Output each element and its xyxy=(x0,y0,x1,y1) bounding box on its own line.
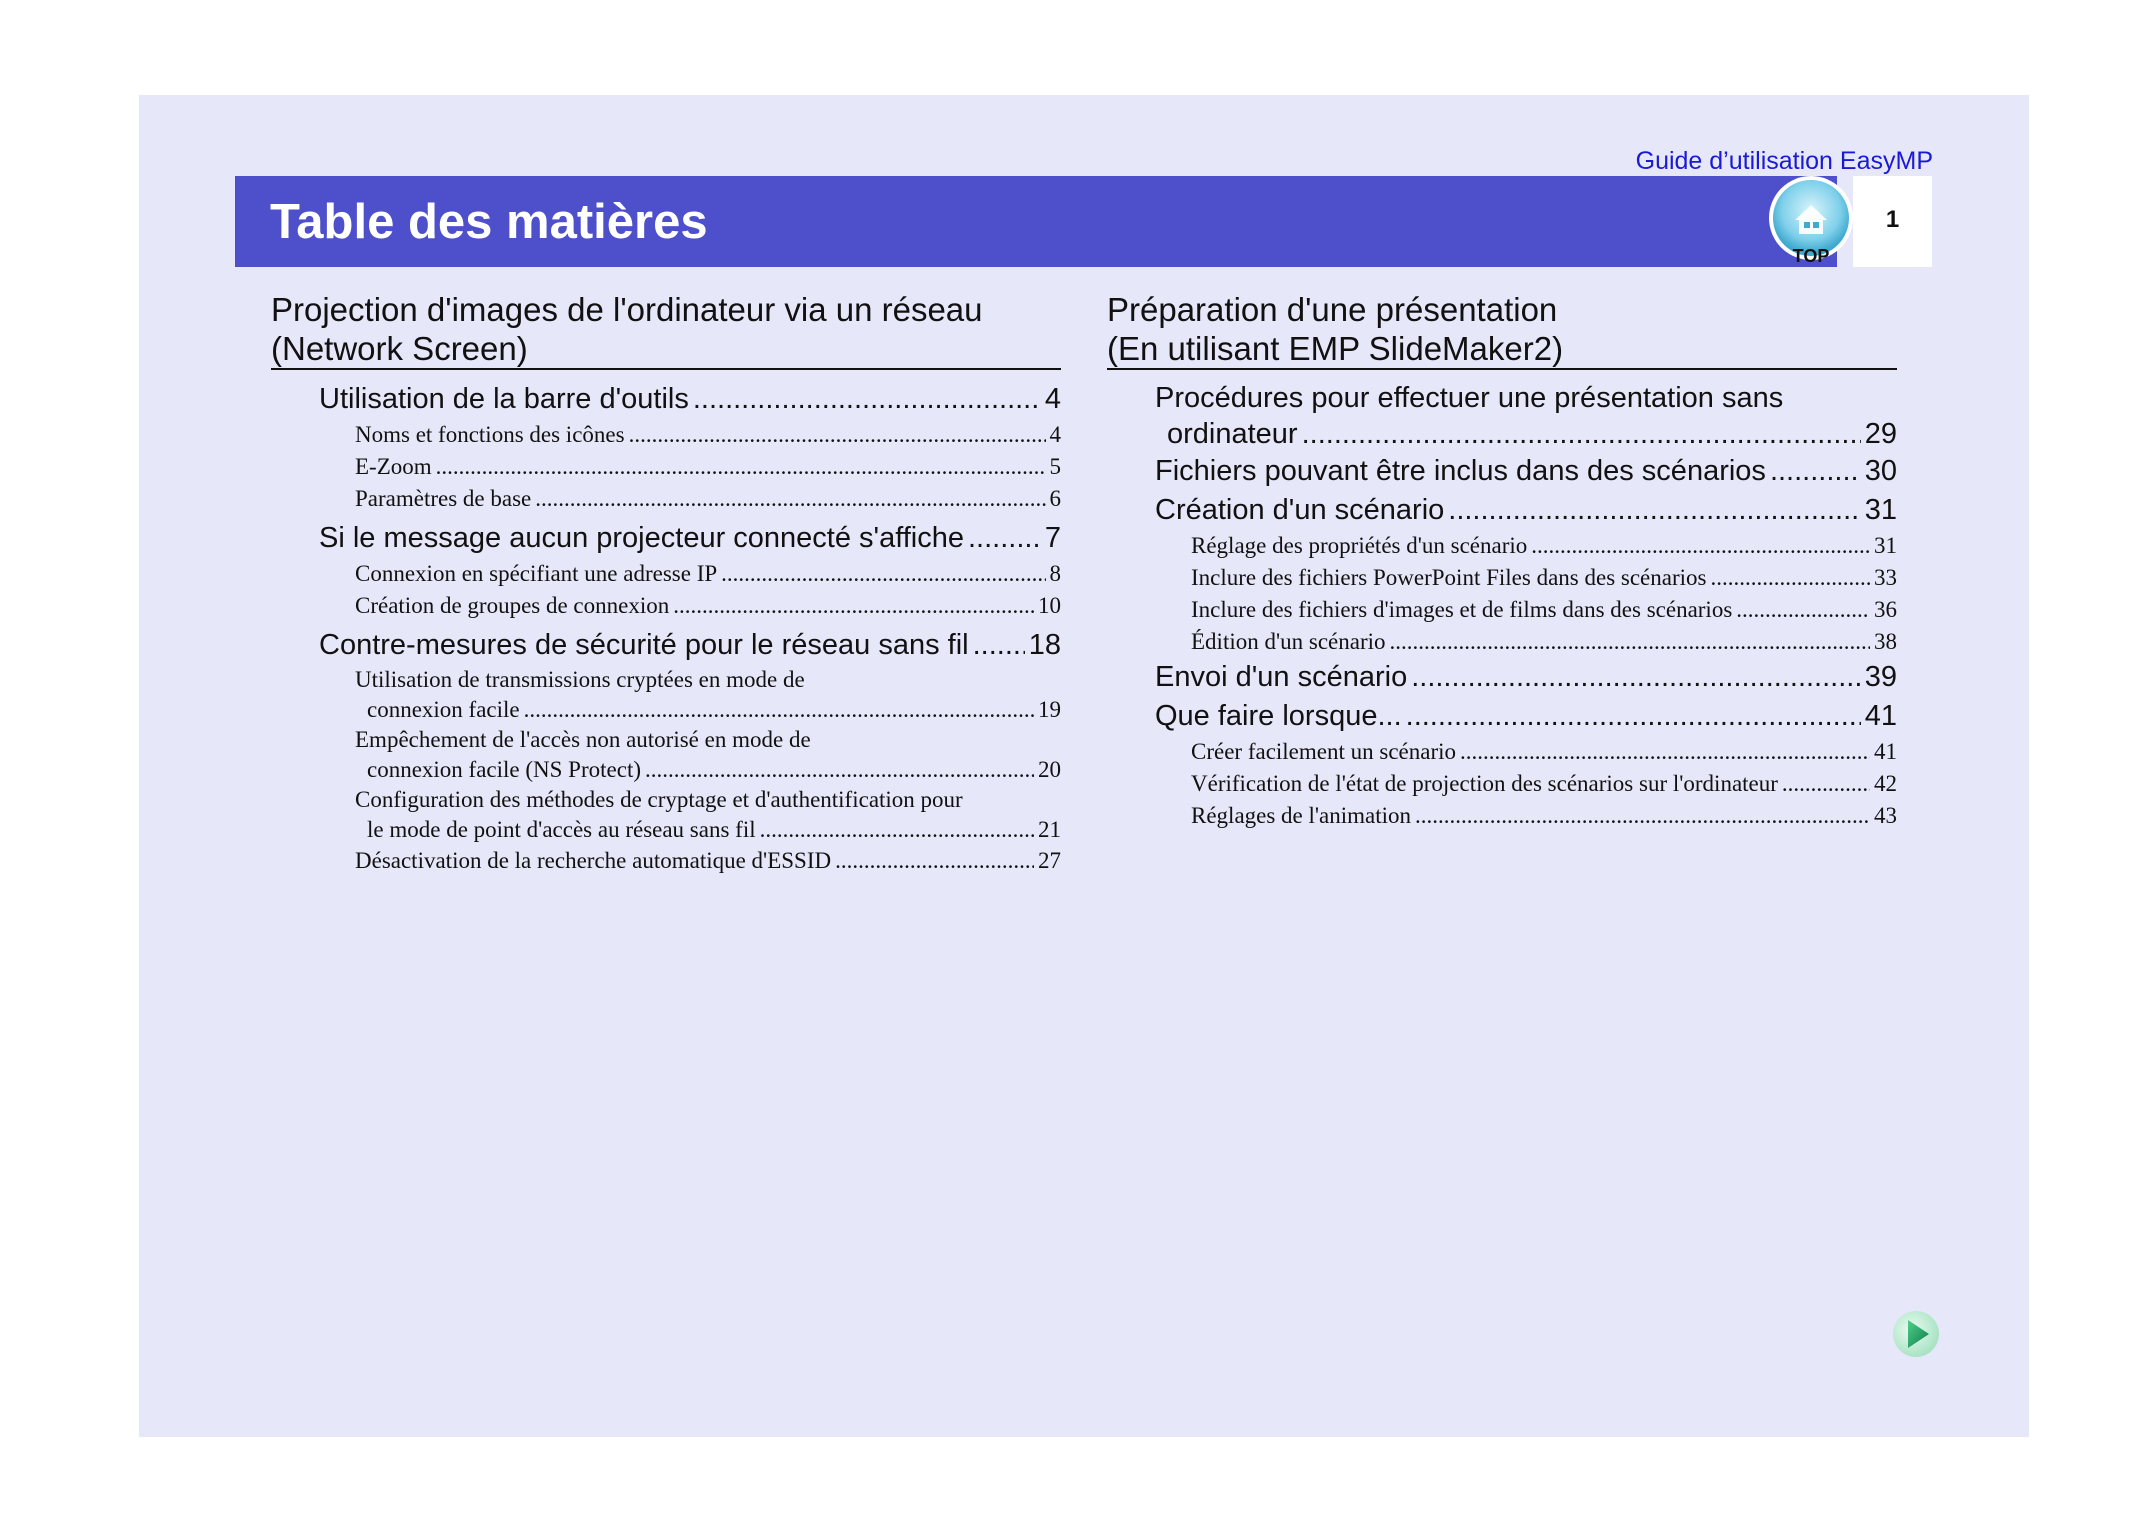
toc-entry-level1[interactable] xyxy=(1155,452,1897,491)
toc-entry-level2[interactable] xyxy=(355,419,1061,451)
toc-entry-level2[interactable] xyxy=(355,665,1061,725)
toc-entry-page: 43 xyxy=(1874,803,1897,828)
toc-entry-page: 4 xyxy=(1044,383,1061,415)
toc-entry-text-line2: connexion facile xyxy=(367,697,520,722)
toc-entry-level2[interactable] xyxy=(355,558,1061,590)
toc-entry-level2[interactable] xyxy=(355,451,1061,483)
section-title xyxy=(1107,290,1897,370)
toc-entry-level1[interactable] xyxy=(1155,380,1897,452)
toc-column-left xyxy=(271,290,1061,877)
toc-entry-page: 4 xyxy=(1049,422,1061,447)
toc-entry-text: Envoi d'un scénario xyxy=(1155,661,1408,693)
toc-entry-text-line1: Utilisation de transmissions cryptées en mode de xyxy=(355,667,805,692)
toc-entry-text-line2: ordinateur xyxy=(1167,418,1298,450)
next-arrow-icon xyxy=(1891,1309,1941,1359)
toc-entry-page: 7 xyxy=(1044,522,1061,554)
toc-entry-page: 6 xyxy=(1049,486,1061,511)
toc-entry-level2[interactable] xyxy=(1191,800,1897,832)
toc-entry-level1[interactable] xyxy=(1155,697,1897,736)
toc-entry-level2[interactable] xyxy=(355,590,1061,622)
toc-entry-level1[interactable] xyxy=(319,626,1061,665)
toc-entry-page: 33 xyxy=(1874,565,1897,590)
toc-entry-page: 42 xyxy=(1874,771,1897,796)
toc-entry-text: E-Zoom xyxy=(355,454,432,479)
toc-entry-text: Si le message aucun projecteur connecté s'affiche xyxy=(319,522,964,554)
toc-entry-text: Créer facilement un scénario xyxy=(1191,739,1457,764)
toc-entry-level2[interactable] xyxy=(355,725,1061,785)
toc-entry-page: 31 xyxy=(1874,533,1897,558)
guide-title: Guide d’utilisation EasyMP xyxy=(1635,147,1933,175)
toc-entry-text: Que faire lorsque... xyxy=(1155,700,1402,732)
toc-entry-level1[interactable] xyxy=(1155,658,1897,697)
page xyxy=(139,95,2029,1437)
toc-entry-text: Inclure des fichiers PowerPoint Files dans des scénarios xyxy=(1191,565,1707,590)
toc-entry-page: 38 xyxy=(1874,629,1897,654)
toc-entry-level2[interactable] xyxy=(1191,530,1897,562)
toc-entry-level2[interactable] xyxy=(1191,768,1897,800)
toc-entry-text: Réglages de l'animation xyxy=(1191,803,1412,828)
toc-entry-page: 39 xyxy=(1864,661,1897,693)
toc-entry-level1[interactable] xyxy=(1155,491,1897,530)
header-bar xyxy=(235,176,1837,267)
toc-entry-text: Utilisation de la barre d'outils xyxy=(319,383,689,415)
section-title-line2: (Network Screen) xyxy=(271,330,528,367)
toc-entry-level2[interactable] xyxy=(355,483,1061,515)
toc-entry-text-line2: connexion facile (NS Protect) xyxy=(367,757,641,782)
toc-entry-page: 31 xyxy=(1864,494,1897,526)
toc-entry-page: 10 xyxy=(1038,593,1061,618)
page-number-box xyxy=(1853,176,1932,267)
section-title xyxy=(271,290,1061,370)
toc-entry-text: Désactivation de la recherche automatique d'ESSID xyxy=(355,848,832,873)
toc-entry-level2[interactable] xyxy=(1191,626,1897,658)
toc-entries xyxy=(1107,380,1897,832)
toc-entry-level2[interactable] xyxy=(355,785,1061,845)
home-top-icon xyxy=(1767,174,1855,266)
toc-entry-text: Inclure des fichiers d'images et de films dans des scénarios xyxy=(1191,597,1733,622)
toc-entry-level1[interactable] xyxy=(319,380,1061,419)
top-button[interactable] xyxy=(1767,174,1855,266)
section-title-line1: Projection d'images de l'ordinateur via un réseau xyxy=(271,291,983,328)
toc-entry-text: Paramètres de base xyxy=(355,486,532,511)
toc-entry-page: 30 xyxy=(1864,455,1897,487)
toc-entry-level2[interactable] xyxy=(1191,736,1897,768)
toc-entry-text: Vérification de l'état de projection des scénarios sur l'ordinateur xyxy=(1191,771,1778,796)
toc-entry-text: Réglage des propriétés d'un scénario xyxy=(1191,533,1528,558)
toc-entry-page: 20 xyxy=(1038,757,1061,782)
toc-entry-page: 8 xyxy=(1049,561,1061,586)
section-title-line2: (En utilisant EMP SlideMaker2) xyxy=(1107,330,1564,367)
toc-entry-text: Édition d'un scénario xyxy=(1191,629,1386,654)
toc-entry-page: 21 xyxy=(1038,817,1061,842)
toc-entry-page: 5 xyxy=(1049,454,1061,479)
toc-entry-page: 18 xyxy=(1028,629,1061,661)
toc-entry-level1[interactable] xyxy=(319,519,1061,558)
toc-column-right xyxy=(1107,290,1897,832)
toc-entry-text: Contre-mesures de sécurité pour le réseau sans fil xyxy=(319,629,969,661)
toc-entry-text: Fichiers pouvant être inclus dans des scénarios xyxy=(1155,455,1766,487)
toc-entry-page: 36 xyxy=(1874,597,1897,622)
toc-entry-text: Création de groupes de connexion xyxy=(355,593,670,618)
toc-entry-text-line1: Procédures pour effectuer une présentation sans xyxy=(1155,382,1784,414)
toc-entry-level2[interactable] xyxy=(1191,562,1897,594)
toc-entry-page: 41 xyxy=(1864,700,1897,732)
next-page-button[interactable] xyxy=(1891,1309,1941,1359)
toc-entry-text-line1: Configuration des méthodes de cryptage et d'authentification pour xyxy=(355,787,963,812)
page-number: 1 xyxy=(1885,206,1900,233)
toc-entry-text: Noms et fonctions des icônes xyxy=(355,422,625,447)
section-title-line1: Préparation d'une présentation xyxy=(1107,291,1558,328)
toc-entry-page: 41 xyxy=(1874,739,1897,764)
toc-entry-page: 19 xyxy=(1038,697,1061,722)
page-title: Table des matières xyxy=(270,195,708,249)
toc-entry-page: 29 xyxy=(1864,418,1897,450)
toc-entry-level2[interactable] xyxy=(355,845,1061,877)
toc-entry-page: 27 xyxy=(1038,848,1061,873)
toc-entry-level2[interactable] xyxy=(1191,594,1897,626)
top-button-label: TOP xyxy=(1792,246,1830,266)
toc-entry-text-line2: le mode de point d'accès au réseau sans fil xyxy=(367,817,756,842)
toc-entry-text: Connexion en spécifiant une adresse IP xyxy=(355,561,718,586)
toc-entry-text: Création d'un scénario xyxy=(1155,494,1445,526)
toc-entries xyxy=(271,380,1061,877)
toc-entry-text-line1: Empêchement de l'accès non autorisé en mode de xyxy=(355,727,811,752)
